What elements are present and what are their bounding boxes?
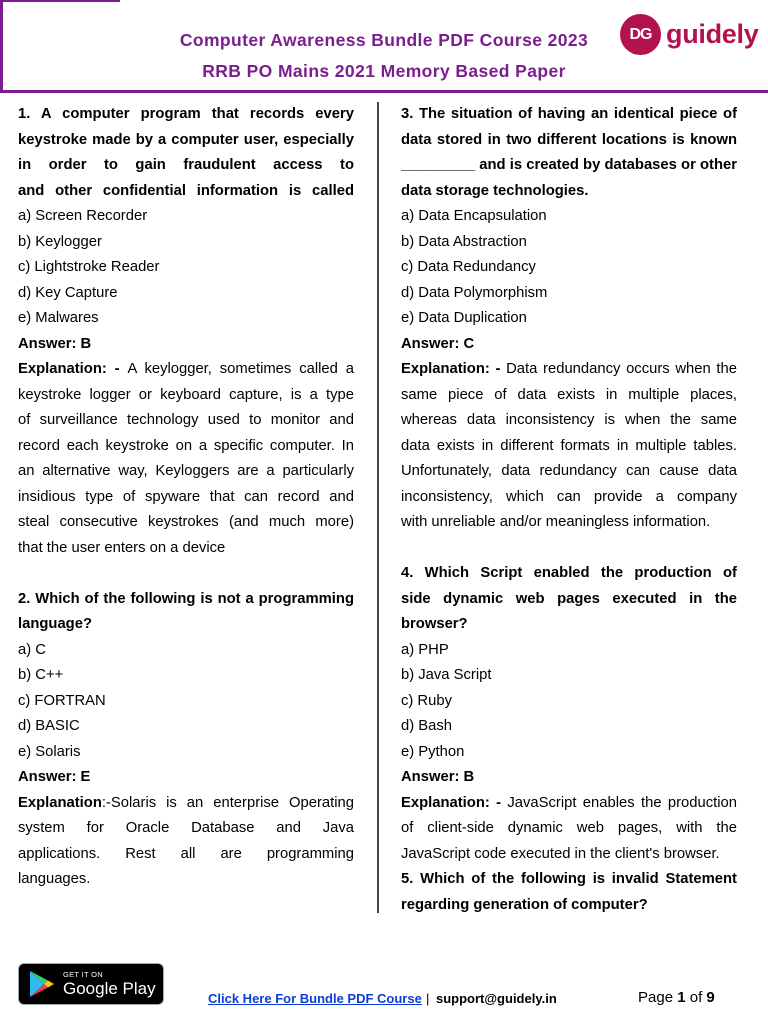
explanation-label: Explanation	[18, 794, 102, 811]
option: e) Malwares	[18, 310, 99, 326]
explanation-text: A keylogger, sometimes called a	[127, 361, 354, 377]
explanation-line: of client-side dynamic web pages, with the	[401, 820, 737, 836]
question-text: in order to gain fraudulent access to	[18, 157, 354, 173]
explanation-label: Explanation: -	[401, 361, 507, 377]
option: a) C	[18, 641, 46, 658]
option: b) Java Script	[401, 667, 492, 683]
question-text: and other confidential information is called	[18, 182, 354, 199]
gplay-get-it-on: GET IT ON	[63, 970, 103, 979]
explanation-line	[18, 357, 354, 383]
explanation-line: Unfortunately, data redundancy can cause data	[401, 463, 737, 479]
option: b) Keylogger	[18, 233, 102, 250]
explanation-line: with unreliable and/or meaningless information.	[401, 514, 711, 530]
question-text: side dynamic web pages executed in the	[401, 590, 737, 607]
page-number: 1	[677, 989, 686, 1006]
option: e) Data Duplication	[401, 310, 527, 326]
explanation-line: an alternative way, Keyloggers are a particularly	[18, 463, 354, 479]
bundle-course-link[interactable]: Click Here For Bundle PDF Course	[208, 991, 422, 1006]
question-text: 2. Which of the following is not a programming	[18, 590, 354, 607]
explanation-line: insidious type of spyware that can record and	[18, 488, 354, 505]
option: d) Key Capture	[18, 284, 118, 301]
explanation-line: data exists in different formats in multiple tables.	[401, 437, 737, 454]
question-text: data stored in two different locations is known	[401, 131, 737, 148]
explanation-line: system for Oracle Database and Java	[18, 820, 354, 836]
explanation-line	[18, 791, 354, 817]
explanation-line	[401, 357, 737, 383]
option: d) Bash	[401, 718, 452, 734]
option: e) Solaris	[18, 743, 81, 760]
explanation-line: steal consecutive keystrokes (and much more)	[18, 514, 354, 530]
header-corner-top	[0, 0, 120, 2]
question-text: data storage technologies.	[401, 182, 589, 199]
question-3	[401, 102, 737, 536]
right-column	[401, 102, 737, 918]
explanation-text: JavaScript enables the production	[507, 794, 737, 811]
option: c) Data Redundancy	[401, 259, 536, 275]
answer: Answer: E	[18, 769, 91, 785]
explanation-line: inconsistency, which can provide a company	[401, 488, 737, 505]
google-play-icon	[29, 970, 55, 998]
explanation-text: :-Solaris is an enterprise Operating	[101, 794, 354, 811]
option: d) BASIC	[18, 718, 80, 734]
guidely-logo[interactable]	[620, 14, 758, 55]
question-text: _________ and is created by databases or other	[401, 157, 737, 173]
question-text: 4. Which Script enabled the production of	[401, 565, 737, 581]
question-text: language?	[18, 616, 92, 632]
option: b) Data Abstraction	[401, 233, 527, 250]
header-course-title: Computer Awareness Bundle PDF Course 2023	[179, 30, 589, 50]
option: c) FORTRAN	[18, 692, 106, 709]
explanation-line: keystroke logger or keyboard capture, is a type	[18, 386, 354, 403]
logo-text: guidely	[666, 19, 759, 49]
option: d) Data Polymorphism	[401, 284, 548, 301]
page-indicator	[638, 989, 715, 1006]
page-of: of	[689, 989, 703, 1006]
logo-mark-icon: DG	[620, 14, 661, 55]
question-5	[401, 867, 737, 918]
question-text: browser?	[401, 616, 468, 632]
answer: Answer: B	[401, 769, 475, 785]
question-text: 3. The situation of having an identical piece of	[401, 106, 737, 122]
question-1	[18, 102, 354, 561]
option: a) Data Encapsulation	[401, 208, 547, 224]
explanation-line	[401, 791, 737, 817]
explanation-line: record each keystroke on a specific computer. In	[18, 437, 354, 454]
option: c) Ruby	[401, 692, 452, 709]
header-paper-title: RRB PO Mains 2021 Memory Based Paper	[202, 61, 566, 81]
question-4	[401, 561, 737, 867]
question-text: keystroke made by a computer user, especially	[18, 131, 354, 148]
option: e) Python	[401, 743, 465, 760]
google-play-badge[interactable]	[18, 963, 164, 1005]
column-divider	[377, 102, 379, 913]
explanation-line: whereas data inconsistency is when the same	[401, 412, 737, 428]
option: c) Lightstroke Reader	[18, 259, 160, 275]
question-text: regarding generation of computer?	[401, 896, 648, 913]
explanation-line: same piece of data exists in multiple places,	[401, 386, 737, 403]
question-text: 1. A computer program that records every	[18, 106, 354, 122]
explanation-line: of surveillance technology used to monitor and	[18, 412, 354, 428]
option: a) PHP	[401, 641, 449, 658]
explanation-line: JavaScript code executed in the client's browser.	[401, 845, 720, 862]
question-text: 5. Which of the following is invalid Statement	[401, 871, 737, 887]
footer-separator: |	[426, 991, 430, 1006]
option: a) Screen Recorder	[18, 208, 148, 224]
header-rule	[0, 90, 768, 93]
explanation-text: Data redundancy occurs when the	[506, 361, 737, 377]
explanation-line: that the user enters on a device	[18, 539, 226, 556]
gplay-label: Google Play	[63, 979, 156, 998]
explanation-line: applications. Rest all are programming	[18, 845, 354, 862]
explanation-line: languages.	[18, 871, 91, 887]
option: b) C++	[18, 667, 64, 683]
explanation-label: Explanation: -	[18, 361, 128, 377]
answer: Answer: C	[401, 335, 475, 352]
question-2	[18, 587, 354, 893]
explanation-label: Explanation: -	[401, 794, 508, 811]
page-word: Page	[638, 989, 674, 1006]
page-total: 9	[706, 989, 715, 1006]
left-column	[18, 102, 354, 893]
answer: Answer: B	[18, 335, 92, 352]
support-email[interactable]: support@guidely.in	[436, 991, 557, 1006]
